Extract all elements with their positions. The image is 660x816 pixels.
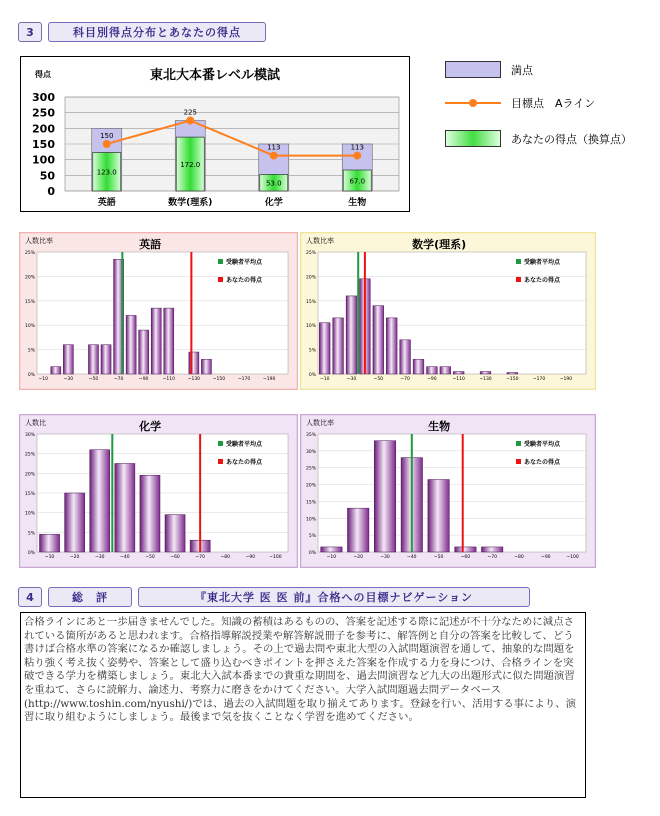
legend-mine-swatch [516,459,521,464]
distribution-chart-svg [300,414,596,568]
distribution-chart-svg [19,414,298,568]
target-value-label: 113 [267,143,281,152]
target-value-label: 113 [350,143,364,152]
panel-xtick-label: ~170 [532,377,546,382]
section3-title: 科目別得点分布とあなたの得点 [48,22,266,42]
panel-ylabel: 人数比 [25,419,46,427]
section4-title: 総 評 [48,587,132,607]
section3-number: 3 [18,22,42,42]
panel-xtick-label: ~70 [487,555,497,560]
main-ytick-label: 200 [32,122,55,136]
panel-xtick-label: ~90 [245,555,256,560]
panel-ylabel: 人数比率 [25,237,53,245]
panel-xtick-label: ~70 [195,555,205,560]
legend-average-swatch [218,441,223,446]
distribution-bar [165,515,185,552]
legend-full [445,61,533,78]
panel-xtick-label: ~130 [479,377,492,382]
legend-target [445,95,595,111]
legend-average-label: 受験者平均点 [524,259,561,266]
panel-ytick-label: 30% [305,449,316,455]
panel-xtick-label: ~80 [514,555,524,560]
distribution-bar [140,475,160,552]
target-point [103,140,111,148]
panel-ytick-label: 15% [24,492,35,497]
panel-xtick-label: ~60 [170,555,180,560]
distribution-bar [126,315,136,374]
panel-ytick-label: 20% [24,472,35,478]
panel-xtick-label: ~80 [220,555,230,560]
target-value-label: 150 [100,132,114,140]
legend-mine-swatch [218,459,223,464]
distribution-bar [321,547,342,552]
distribution-bar [164,308,174,374]
panel-xtick-label: ~100 [269,555,282,560]
legend-average-swatch [218,259,223,264]
panel-ylabel: 人数比率 [306,237,334,245]
distribution-bar [386,318,397,374]
legend-average-swatch [516,441,521,446]
main-ytick-label: 100 [32,153,55,167]
panel-ylabel: 人数比率 [306,419,334,427]
panel-xtick-label: ~150 [212,377,226,382]
main-score-chart [20,56,410,212]
main-category-label: 英語 [97,198,116,208]
panel-xtick-label: ~190 [559,377,573,382]
target-point [270,152,278,160]
main-ytick-label: 50 [39,169,55,183]
panel-xtick-label: ~10 [319,377,330,382]
panel-xtick-label: ~60 [460,555,471,560]
legend-average-label: 受験者平均点 [226,259,263,266]
panel-ytick-label: 15% [305,500,316,506]
distribution-bar [65,493,85,552]
panel-xtick-label: ~10 [44,555,55,560]
panel-xtick-label: ~40 [120,555,130,560]
main-category-label: 数学(理系) [168,198,213,208]
distribution-bar [90,450,110,552]
panel-xtick-label: ~30 [63,377,74,382]
distribution-bar [507,373,518,374]
panel-ytick-label: 35% [305,433,316,438]
panel-xtick-label: ~50 [373,377,384,382]
distribution-bar [346,296,357,374]
panel-ytick-label: 5% [27,348,35,354]
main-ytick-label: 250 [32,106,55,120]
panel-ytick-label: 0% [27,373,35,378]
panel-xtick-label: ~90 [541,555,551,560]
legend-average-label: 受験者平均点 [226,441,263,448]
panel-ytick-label: 25% [305,251,316,256]
panel-title: 化学 [139,420,162,433]
panel-xtick-label: ~50 [145,555,155,560]
panel-xtick-label: ~30 [380,555,390,560]
legend-mine-label: あなたの得点 [226,459,263,466]
distribution-panel-english [19,232,298,390]
legend-average-swatch [516,259,521,264]
distribution-bar [88,345,98,374]
panel-title: 数学(理系) [412,238,467,251]
panel-ytick-label: 20% [24,275,35,281]
panel-xtick-label: ~90 [427,377,437,382]
panel-ytick-label: 25% [24,452,35,458]
distribution-bar [101,345,111,374]
panel-xtick-label: ~30 [346,377,357,382]
legend-mine-label: あなたの得点 [524,277,561,284]
legend-full-swatch [445,61,501,78]
panel-plot-area [37,252,288,374]
panel-xtick-label: ~30 [95,555,105,560]
legend-score [445,130,632,147]
legend-target-swatch [445,97,501,109]
panel-xtick-label: ~90 [138,377,149,382]
legend-average-label: 受験者平均点 [524,441,561,448]
panel-ytick-label: 10% [24,324,35,330]
main-ytick-label: 150 [32,138,55,151]
panel-ytick-label: 15% [24,299,35,305]
distribution-bar [51,367,61,374]
main-ytick-label: 300 [32,91,55,104]
distribution-chart-svg [300,232,596,390]
distribution-panel-biology [300,414,596,568]
distribution-panel-chemistry [19,414,298,568]
distribution-bar [115,464,135,553]
distribution-bar [189,352,199,374]
distribution-bar [400,340,411,374]
panel-ytick-label: 25% [24,251,35,256]
distribution-panel-math [300,232,596,390]
panel-xtick-label: ~10 [326,555,337,560]
panel-ytick-label: 5% [27,531,35,537]
comment-text: 合格ラインにあと一歩届きませんでした。知識の蓄積はあるものの、答案を記述する際に記述が不十分なために減点されている箇所があると思われます。合格指導解説授業や解答解説冊子を参考に、解答例と自分の答案を比較して、どう書けば合格水準の答案になるか確認しましょう。その上で過去問や東北大型の入試問題演習を通して、抽象的な問題を粘り強く考え抜く姿勢や、答案として盛り込むべきポイントを押さえた答案を作成する力を身につけ、合格ラインを突破できる学力を構築しましょう。東北大入試本番までの貴重な期間を、過去問演習など九大の出題形式に似た問題演習を重ねて、さらに読解力、論述力、考察力に磨きをかけてください。大学入試問題過去問データベース(http://www.toshin.com/nyushi/)では、過去の入試問題を取り揃えてあります。登録を行い、活用する事により、演習に取り組むようにしましょう。最後まで気を抜くことなく学習を進めてください。 [24,616,576,724]
legend-full-label: 満点 [511,63,533,77]
distribution-bar [151,308,161,374]
section3-header [18,22,266,42]
my-score-value-label: 172.0 [180,161,201,170]
legend-mine-swatch [218,277,223,282]
distribution-bar [373,306,384,374]
panel-xtick-label: ~110 [452,377,465,382]
legend-score-label: あなたの得点（換算点） [511,132,632,146]
panel-ytick-label: 20% [305,483,316,489]
panel-ytick-label: 0% [308,551,316,556]
my-score-value-label: 53.0 [265,179,282,188]
panel-xtick-label: ~100 [566,555,579,560]
target-point [186,117,194,125]
target-value-label: 225 [183,108,197,117]
panel-ytick-label: 25% [305,466,316,472]
panel-xtick-label: ~50 [433,555,444,560]
panel-xtick-label: ~20 [353,555,363,560]
panel-ytick-label: 15% [305,299,316,305]
panel-ytick-label: 10% [24,511,35,517]
panel-ytick-label: 0% [27,551,35,556]
distribution-bar [40,534,60,552]
my-score-value-label: 123.0 [96,168,117,177]
panel-xtick-label: ~10 [38,377,49,382]
legend-score-swatch [445,130,501,147]
panel-xtick-label: ~50 [88,377,99,382]
distribution-bar [413,359,424,374]
distribution-bar [427,367,438,374]
legend-mine-swatch [516,277,521,282]
panel-ytick-label: 10% [305,517,316,523]
main-category-label: 化学 [264,198,283,208]
panel-ytick-label: 0% [308,373,316,378]
main-chart-title: 東北大本番レベル模試 [149,68,281,83]
distribution-bar [455,547,476,552]
main-score-chart-svg [21,57,409,211]
distribution-bar [139,330,149,374]
legend-mine-label: あなたの得点 [226,277,263,284]
distribution-bar [374,441,395,552]
panel-xtick-label: ~70 [400,377,410,382]
panel-xtick-label: ~190 [262,377,276,382]
panel-xtick-label: ~150 [506,377,519,382]
panel-xtick-label: ~130 [187,377,201,382]
distribution-bar [201,359,211,374]
panel-title: 生物 [428,420,451,433]
comment-box [20,612,586,798]
distribution-bar [333,318,344,374]
panel-title: 英語 [139,238,162,251]
panel-ytick-label: 5% [308,348,316,354]
panel-xtick-label: ~40 [407,555,417,560]
distribution-chart-svg [19,232,298,390]
panel-ytick-label: 30% [24,433,35,438]
main-category-label: 生物 [348,198,367,208]
section4-number: 4 [18,587,42,607]
distribution-bar [481,547,502,552]
distribution-bar [319,323,330,374]
distribution-bar [63,345,73,374]
legend-mine-label: あなたの得点 [524,459,561,466]
target-point [353,152,361,160]
main-ytick-label: 0 [47,185,55,198]
distribution-bar [440,367,451,374]
distribution-bar [453,372,464,374]
panel-ytick-label: 10% [305,324,316,330]
panel-xtick-label: ~20 [69,555,80,560]
my-score-value-label: 67.0 [349,177,366,186]
distribution-bar [428,480,449,552]
panel-xtick-label: ~110 [162,377,175,382]
panel-ytick-label: 5% [308,534,316,540]
panel-xtick-label: ~70 [113,377,124,382]
panel-ytick-label: 20% [305,275,316,281]
distribution-bar [347,508,368,552]
panel-xtick-label: ~170 [237,377,251,382]
legend-target-label: 目標点 Aライン [511,97,596,110]
distribution-bar [480,372,491,374]
main-ylabel: 得点 [35,70,51,79]
section4-banner: 『東北大学 医 医 前』合格への目標ナビゲーション [138,587,530,607]
section4-header [18,587,530,607]
